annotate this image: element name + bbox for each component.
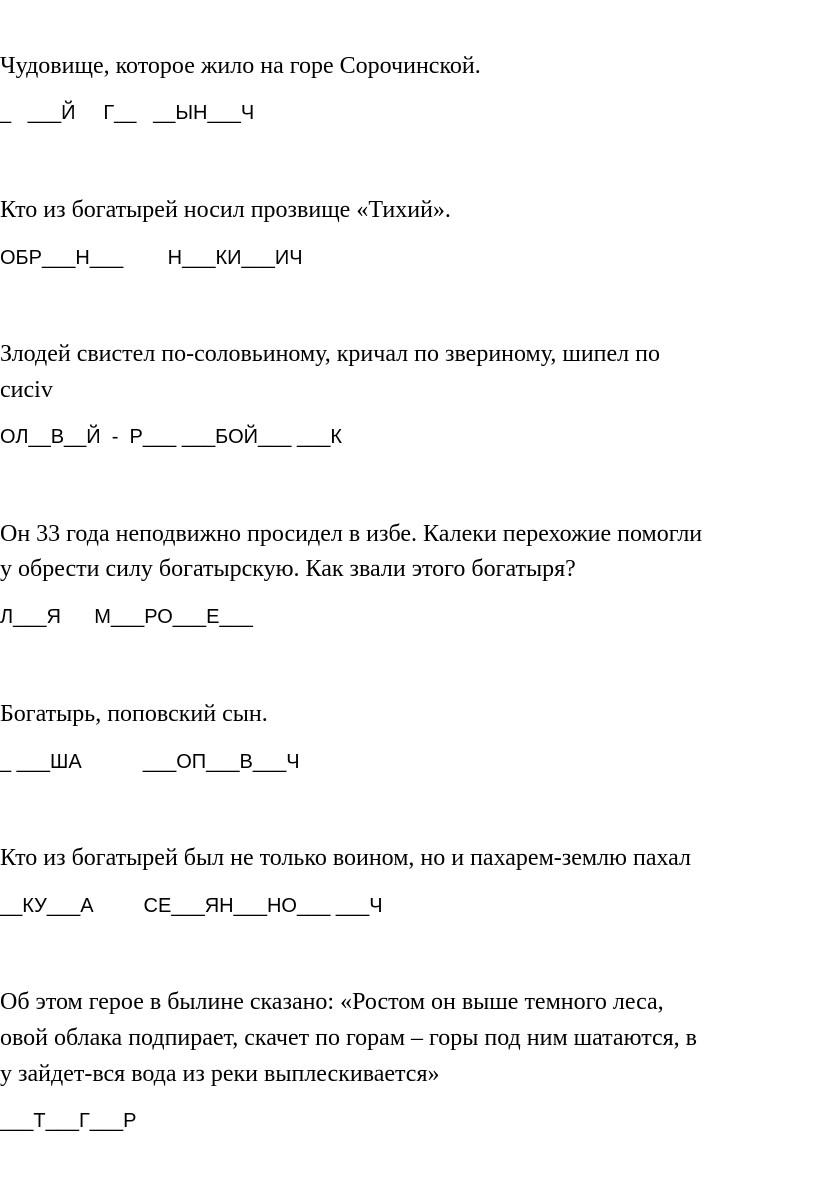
question-4-text-line-2: у обрести силу богатырскую. Как звали этого богатыря?	[0, 556, 576, 582]
question-1-answer: _ ___Й Г__ __ЫН___Ч	[0, 102, 255, 124]
question-7-text-line-3: у зайдет-вся вода из реки выплескивается»	[0, 1061, 440, 1087]
question-3-text-line-2: сиciv	[0, 377, 53, 403]
question-1-text: Чудовище, которое жило на горе Сорочинской.	[0, 53, 481, 79]
question-2-text: Кто из богатырей носил прозвище «Тихий».	[0, 197, 451, 223]
question-7-text-line-2: овой облака подпирает, скачет по горам – горы под ним шатаются, в	[0, 1025, 697, 1051]
question-3-text-line-1: Злодей свистел по-соловьиному, кричал по звериному, шипел по	[0, 341, 660, 367]
question-6-answer: __КУ___А СЕ___ЯН___НО___ ___Ч	[0, 895, 383, 917]
question-4-text-line-1: Он 33 года неподвижно просидел в избе. Калеки перехожие помогли	[0, 521, 703, 547]
question-5-answer: _ ___ША ___ОП___В___Ч	[0, 751, 300, 773]
question-3-answer: ОЛ__В__Й - Р___ ___БОЙ___ ___К	[0, 426, 342, 448]
question-5-text: Богатырь, поповский сын.	[0, 701, 268, 727]
question-7-answer: ___Т___Г___Р	[0, 1110, 137, 1132]
question-4-answer: Л___Я М___РО___Е___	[0, 606, 253, 628]
question-6-text: Кто из богатырей был не только воином, но и пахарем-землю пахал	[0, 845, 691, 871]
question-7-text-line-1: Об этом герое в былине сказано: «Ростом он выше темного леса,	[0, 989, 664, 1015]
question-2-answer: ОБР___Н___ Н___КИ___ИЧ	[0, 247, 303, 269]
